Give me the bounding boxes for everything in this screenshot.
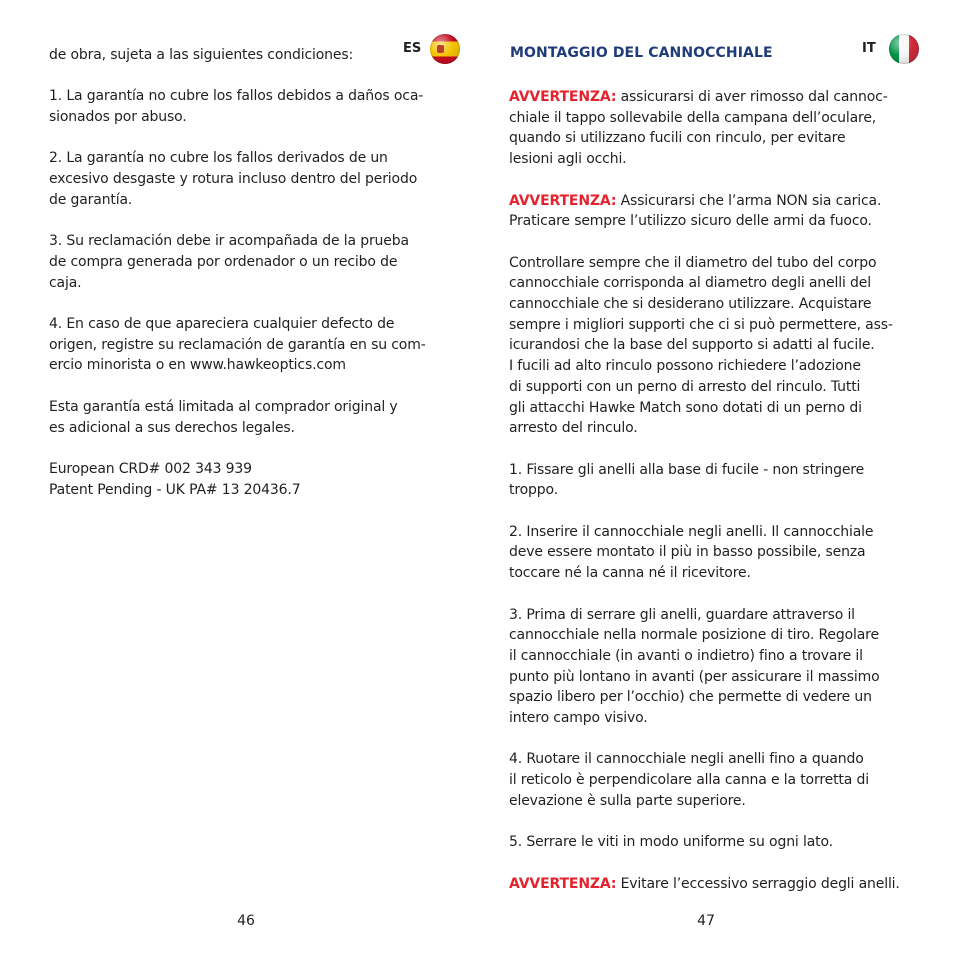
text-line (509, 128, 914, 149)
text-line (509, 605, 914, 626)
warranty-text-es (49, 45, 444, 500)
line-text: arresto del rinculo. (509, 420, 638, 437)
text-line (509, 667, 914, 688)
language-code-es: ES (403, 41, 422, 56)
text-line (509, 832, 914, 853)
line-text: Praticare sempre l’utilizzo sicuro delle armi da fuoco. (509, 213, 872, 230)
line-text: 1. Fissare gli anelli alla base di fucile - non stringere (509, 461, 865, 478)
line-text: 4. Ruotare il cannocchiale negli anelli fino a quando (509, 751, 864, 768)
paragraph-gap (509, 170, 914, 191)
text-line: 1. La garantía no cubre los fallos debidos a daños oca- (49, 88, 424, 105)
paragraph-gap (49, 438, 444, 459)
text-line (509, 791, 914, 812)
line-text: 5. Serrare le viti in modo uniforme su ogni lato. (509, 834, 833, 851)
text-line: European CRD# 002 343 939 (49, 460, 252, 477)
text-line (509, 211, 914, 232)
text-line (509, 687, 914, 708)
warning-label: AVVERTENZA: (509, 875, 617, 892)
warning-label: AVVERTENZA: (509, 192, 617, 209)
text-line: de obra, sujeta a las siguientes condiciones: (49, 47, 354, 63)
italy-flag-icon (889, 34, 919, 64)
text-line (509, 108, 914, 129)
text-line: es adicional a sus derechos legales. (49, 419, 295, 436)
text-line: 3. Su reclamación debe ir acompañada de la prueba (49, 233, 409, 250)
text-line (509, 315, 914, 336)
line-text: cannocchiale che si desiderano utilizzare. Acquistare (509, 296, 872, 312)
line-text: Assicurarsi che l’arma NON sia carica. (616, 192, 882, 209)
line-text: toccare né la canna né il ricevitore. (509, 565, 751, 582)
paragraph-gap (49, 66, 444, 87)
text-line (509, 646, 914, 667)
text-line (509, 149, 914, 170)
line-text: 2. Inserire il cannocchiale negli anelli. Il cannocchiale (509, 523, 874, 540)
line-text: icurandosi che la base del supporto si adatti al fucile. (509, 337, 875, 354)
mounting-instructions-it (509, 87, 914, 894)
text-line: sionados por abuso. (49, 109, 187, 126)
text-line (509, 749, 914, 770)
text-line: 2. La garantía no cubre los fallos derivados de un (49, 150, 388, 167)
paragraph-gap (509, 439, 914, 460)
paragraph-gap (509, 584, 914, 605)
text-line (509, 335, 914, 356)
line-text: il cannocchiale (in avanti o indietro) fino a trovare il (509, 647, 863, 664)
text-line: ercio minorista o en www.hawkeoptics.com (49, 357, 346, 374)
line-text: punto più lontano in avanti (per assicurare il massimo (509, 668, 880, 685)
paragraph-gap (49, 376, 444, 397)
paragraph-gap (49, 293, 444, 314)
text-line: Esta garantía está limitada al comprador original y (49, 398, 398, 415)
paragraph-gap (509, 729, 914, 750)
section-title: MONTAGGIO DEL CANNOCCHIALE (510, 45, 773, 61)
line-text: assicurarsi di aver rimosso dal cannoc- (616, 89, 888, 105)
warning-label: AVVERTENZA: (509, 89, 617, 105)
text-line (509, 273, 914, 294)
text-line (509, 460, 914, 481)
line-text: I fucili ad alto rinculo possono richiedere l’adozione (509, 358, 861, 375)
line-text: spazio libero per l’occhio) che permette di vedere un (509, 689, 872, 706)
text-line (509, 522, 914, 543)
paragraph-gap (49, 211, 444, 232)
paragraph-gap (49, 128, 444, 149)
line-text: elevazione è sulla parte superiore. (509, 792, 746, 809)
text-line: 4. En caso de que apareciera cualquier defecto de (49, 316, 395, 333)
right-page (477, 0, 954, 954)
text-line (509, 770, 914, 791)
line-text: troppo. (509, 482, 558, 499)
line-text: cannocchiale nella normale posizione di tiro. Regolare (509, 627, 879, 644)
line-text: 3. Prima di serrare gli anelli, guardare attraverso il (509, 606, 855, 623)
text-line (509, 542, 914, 563)
text-line (509, 625, 914, 646)
paragraph-gap (509, 232, 914, 253)
text-line: de compra generada por ordenador o un recibo de (49, 253, 398, 270)
line-text: intero campo visivo. (509, 710, 648, 727)
line-text: quando si utilizzano fucili con rinculo, per evitare (509, 130, 846, 147)
text-line (509, 480, 914, 501)
text-line: de garantía. (49, 191, 133, 208)
paragraph-gap (509, 853, 914, 874)
text-line (509, 377, 914, 398)
line-text: di supporti con un perno di arresto del rinculo. Tutti (509, 378, 861, 395)
text-line: caja. (49, 274, 82, 291)
page-number-right: 47 (697, 913, 715, 929)
language-code-it: IT (862, 41, 876, 56)
line-text: Controllare sempre che il diametro del tubo del corpo (509, 254, 877, 271)
line-text: cannocchiale corrisponda al diametro degli anelli del (509, 275, 871, 292)
paragraph-gap (509, 501, 914, 522)
line-text: lesioni agli occhi. (509, 151, 627, 168)
text-line (509, 708, 914, 729)
text-line (509, 356, 914, 377)
text-line (509, 398, 914, 419)
warning-line (509, 87, 914, 108)
paragraph-gap (509, 812, 914, 833)
line-text: chiale il tappo sollevabile della campana dell’oculare, (509, 109, 877, 126)
text-line: origen, registre su reclamación de garantía en su com- (49, 336, 426, 353)
text-line (509, 418, 914, 439)
line-text: sempre i migliori supporti che ci si può permettere, ass- (509, 316, 893, 333)
text-line (509, 253, 914, 274)
line-text: il reticolo è perpendicolare alla canna e la torretta di (509, 772, 869, 789)
text-line (509, 294, 914, 315)
warning-line (509, 874, 914, 895)
text-line: excesivo desgaste y rotura incluso dentro del periodo (49, 171, 418, 188)
text-line: Patent Pending - UK PA# 13 20436.7 (49, 481, 301, 498)
text-line (509, 563, 914, 584)
page-number-left: 46 (237, 913, 255, 929)
line-text: deve essere montato il più in basso possibile, senza (509, 544, 866, 561)
line-text: gli attacchi Hawke Match sono dotati di un perno di (509, 399, 862, 416)
line-text: Evitare l’eccessivo serraggio degli anelli. (616, 875, 900, 892)
warning-line (509, 191, 914, 212)
